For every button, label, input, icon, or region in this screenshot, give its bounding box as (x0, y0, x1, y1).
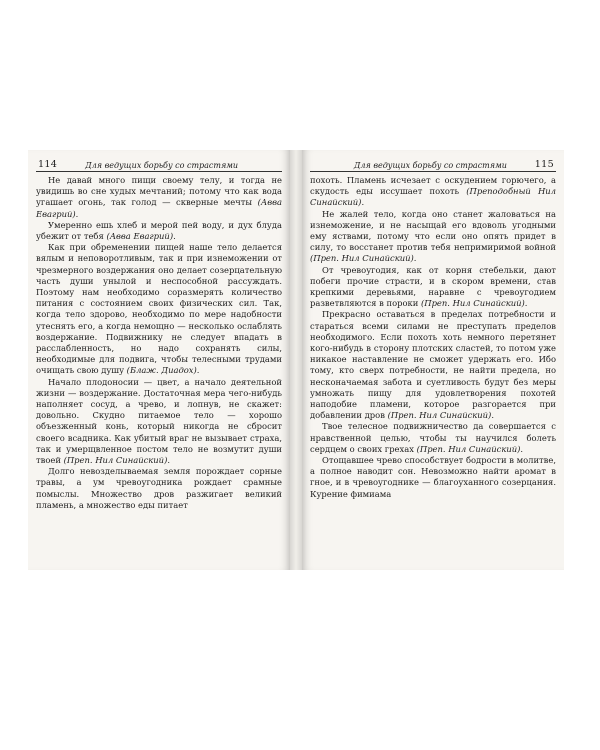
quote-source: (Преподобный Нил Синайский). (310, 186, 556, 208)
paragraph-text: Не жалей тело, когда оно станет жаловаться на изнеможение, и не насыщай его вдоволь угодными ему яствами, потому что если оно опять придет в силу, то восстанет против тебя непримиримой войной (310, 208, 556, 253)
paragraph (310, 265, 556, 310)
paragraph-text: похоть. Пламень исчезает с оскудением горючего, а скудость еды иссушает похоть (310, 175, 556, 197)
paragraph-text: Долго невозделываемая земля порождает сорные травы, а ум чревоугодника рождает срамные помыслы. Множество дров разжигает великий пламень, а множество еды питает (36, 466, 282, 510)
right-page-text (310, 175, 556, 500)
paragraph-text: Начало плодоносии — цвет, а начало деятельной жизни — воздержание. Достаточная мера чего-нибудь наполняет сосуд, а чрево, и лопнув, не скажет: довольно. Скудно питаемое тело — хорошо объезженный конь, который никогда не сбросит своего всадника. Как убитый враг не вызывает страха, так и умерщвленное постом тело не возмутит души твоей (36, 376, 282, 466)
left-page-number: 114 (38, 159, 58, 170)
book-gutter (290, 150, 302, 570)
paragraph-text: Умеренно ешь хлеб и мерой пей воду, и дух блуда убежит от тебя (36, 219, 282, 242)
quote-source: (Преп. Нил Синайский). (63, 455, 171, 466)
left-page-text (36, 175, 282, 511)
right-running-title: Для ведущих борьбу со страстями (353, 161, 507, 170)
book-spread (28, 150, 576, 570)
paragraph (310, 209, 556, 265)
paragraph-text: Не давай много пищи своему телу, и тогда не увидишь во сне худых мечтаний; потому что как вода угашает огонь, так голод — скверные мечты (36, 175, 282, 208)
paragraph (310, 421, 556, 455)
quote-source: (Преп. Нил Синайский). (421, 298, 528, 309)
paragraph (36, 377, 282, 467)
paragraph-text: От чревоугодия, как от корня стебельки, дают побеги прочие страсти, и в скором времени, став крепкими деревьями, наравне с чревоугодием разветвляются в пороки (310, 264, 556, 309)
left-page-header (36, 156, 282, 172)
quote-source: (Преп. Нил Синайский). (310, 253, 417, 264)
right-page-number: 115 (534, 159, 554, 170)
paragraph (36, 466, 282, 511)
quote-source: (Преп. Нил Синайский). (387, 410, 494, 421)
paragraph (310, 309, 556, 421)
paragraph (36, 242, 282, 376)
quote-source: (Авва Евагрий). (36, 197, 282, 219)
quote-source: (Преп. Нил Синайский). (416, 443, 524, 454)
paragraph-text: Твое телесное подвижничество да совершается с нравственной целью, чтобы ты научился болеть сердцем о своих грехах (310, 421, 556, 454)
paragraph-text: Как при обременении пищей наше тело делается вялым и неповоротливым, так и при изнеможении от чрезмерного воздержания оно делает созерцательную часть души унылой и неспособной рассуждать. Поэтому нам необходимо соразмерять количество питания с состоянием своих физических сил. Так, когда тело здорово, необходимо по мере надобности утеснять его, а когда немощно — несколько ослаблять воздержание. Подвижнику не следует впадать в расслабленность, но надо сохранять силы, необходимые для подвига, чтобы телесными трудами очищать свою душу (36, 242, 282, 376)
right-page (302, 150, 564, 570)
left-running-title: Для ведущих борьбу со страстями (85, 161, 239, 170)
paragraph-text: Прекрасно оставаться в пределах потребности и стараться всеми силами не преступать пределов необходимого. Если похоть хоть немного перетянет кого-нибудь в сторону плотских сластей, то потом уже никакое наставление не сможет удержать его. Ибо тому, кто сверх потребности, не найти предела, но несконачаемая забота и суетливость будут без меры умножать пищу для удовлетворения похотей наподобие пламени, которое разгорается при добавлении дров (310, 309, 556, 421)
paragraph (310, 455, 556, 500)
paragraph (310, 175, 556, 209)
paragraph (36, 220, 282, 242)
quote-source: (Блаж. Диадох). (126, 365, 200, 376)
left-page (28, 150, 290, 570)
quote-source: (Авва Евагрий). (106, 231, 176, 242)
paragraph (36, 175, 282, 220)
right-page-header (310, 156, 556, 172)
paragraph-text: Отощавшее чрево способствует бодрости в молитве, а полное наводит сон. Невозможно найти аромат в гное, и в чревоугоднике — благоуханного созерцания. Курение фимиама (310, 455, 556, 499)
